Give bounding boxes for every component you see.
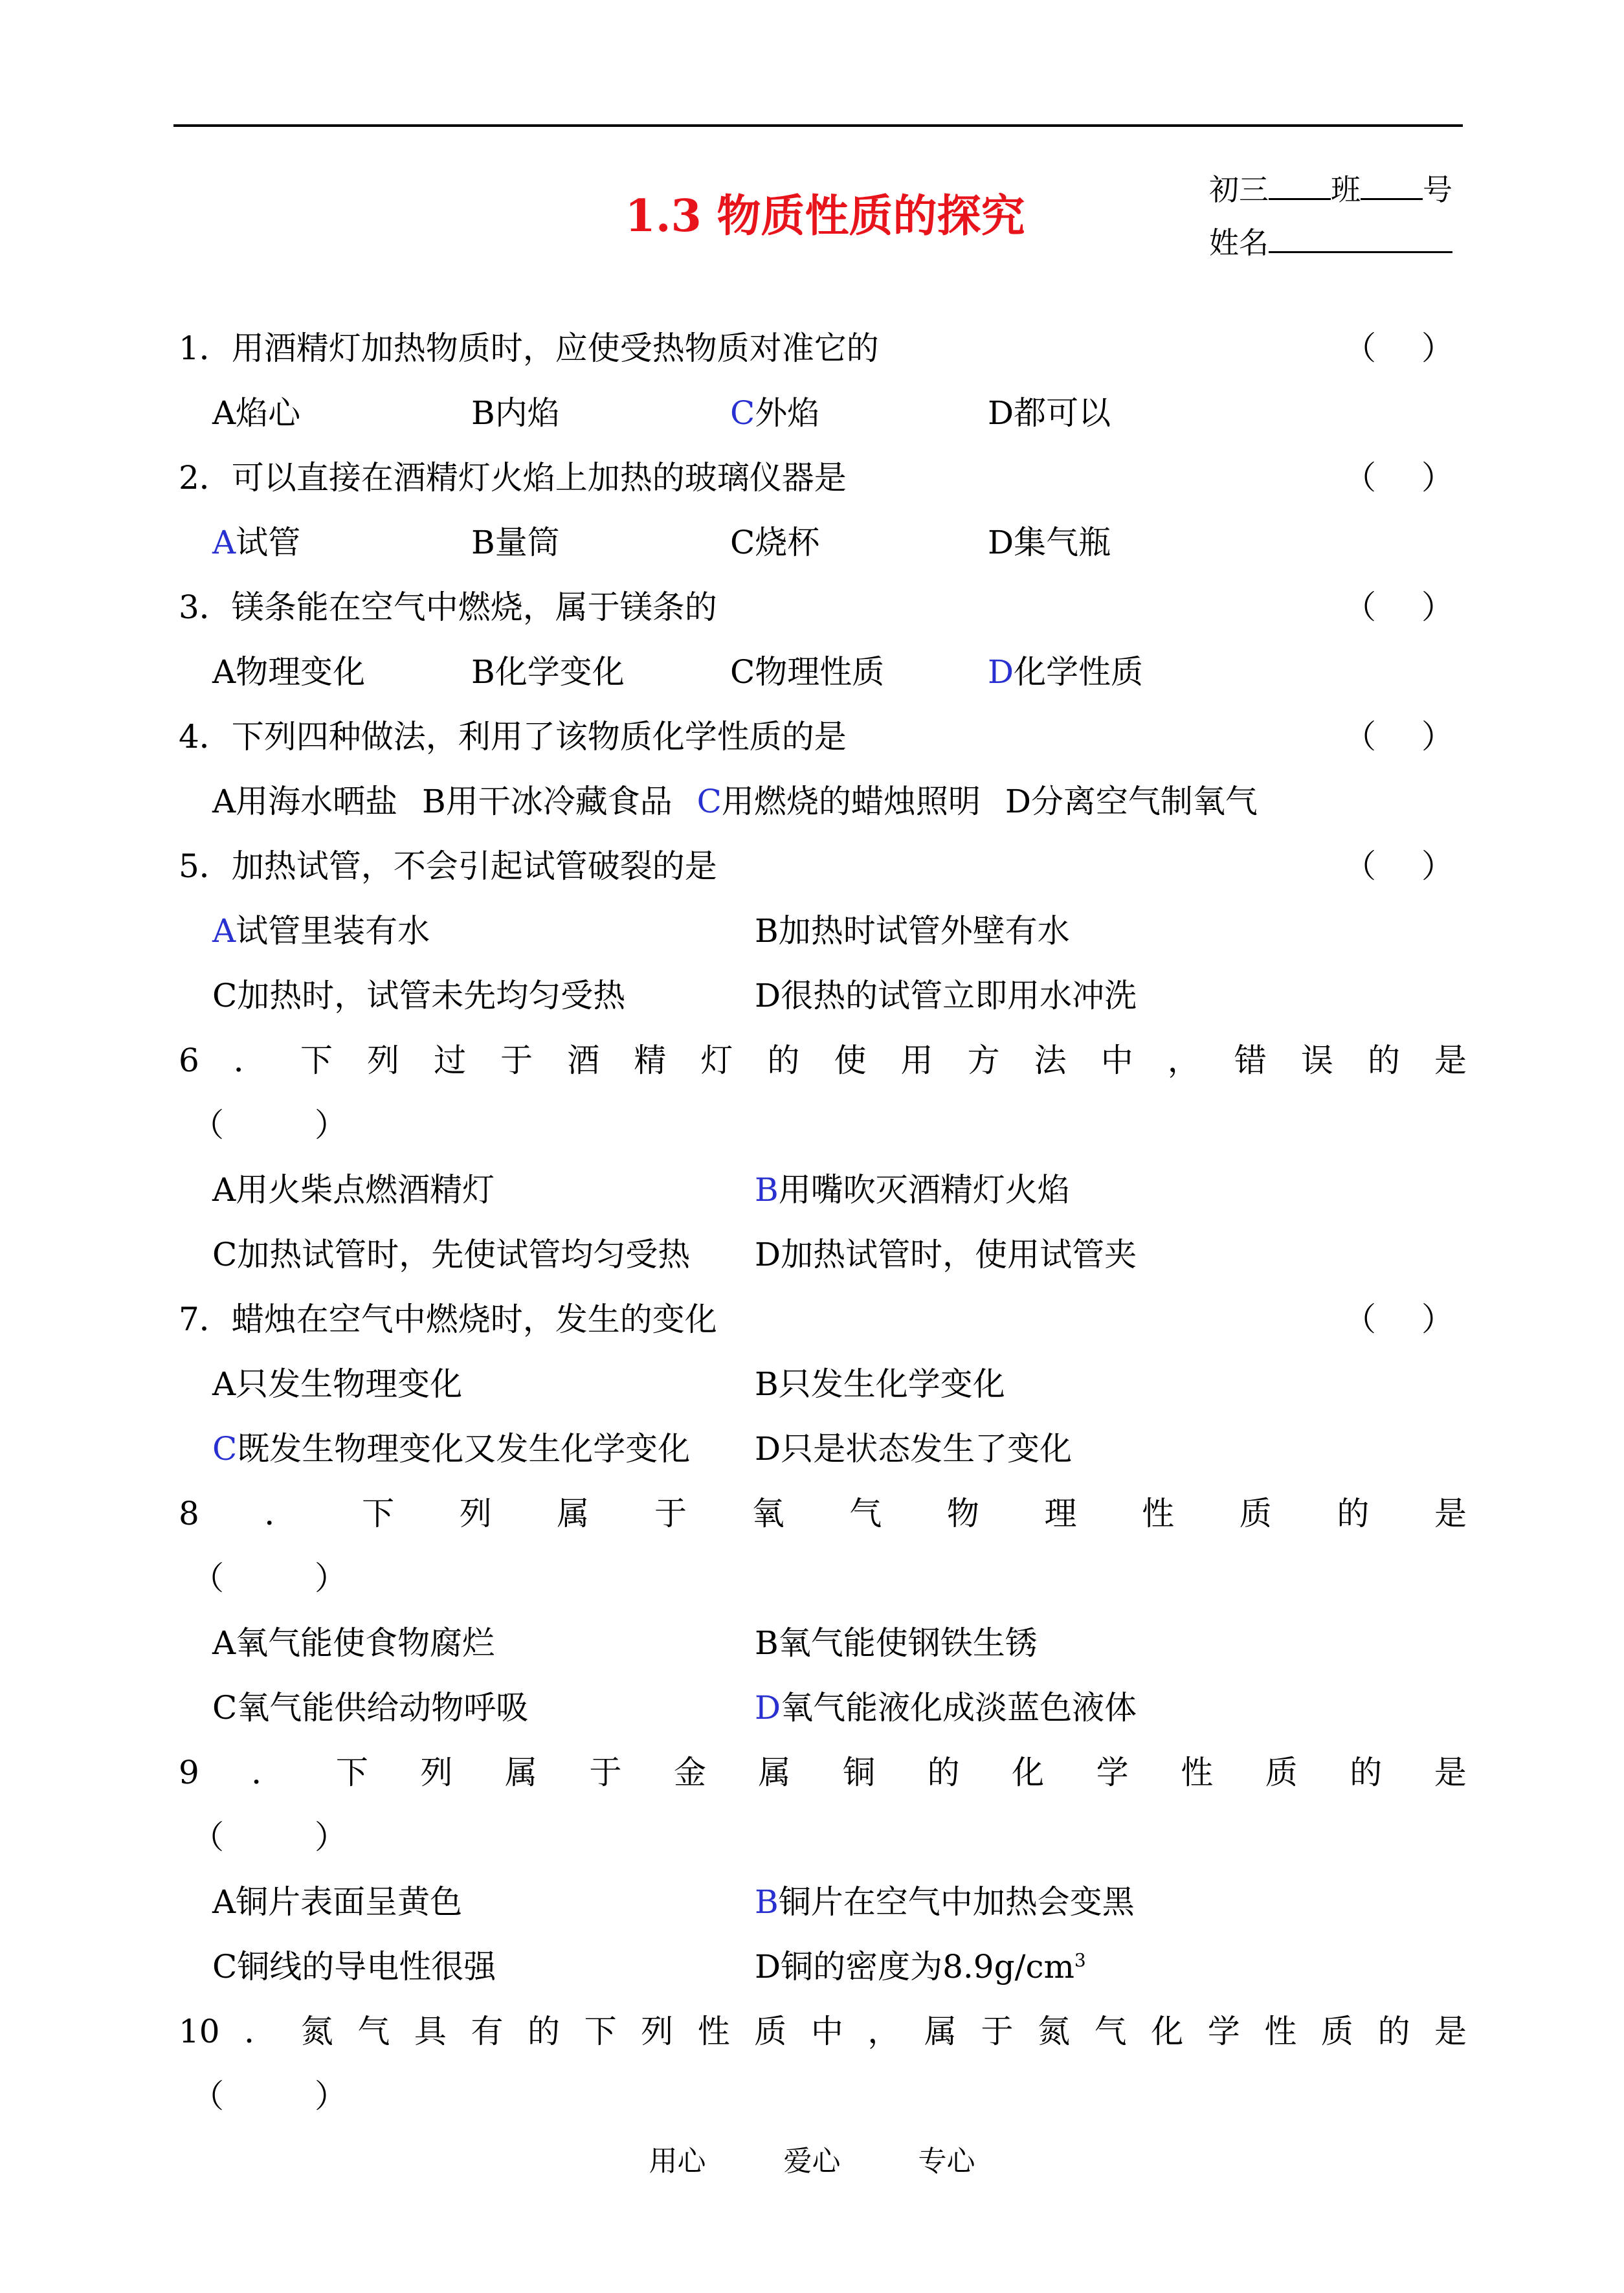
option-d: D很热的试管立即用水冲洗: [755, 977, 1137, 1014]
question-4: 4．下列四种做法，利用了该物质化学性质的是 （ ）: [179, 704, 1467, 769]
question-char: 列: [367, 1042, 399, 1079]
question-10-paren: [179, 2064, 1467, 2129]
answer-paren[interactable]: （ ）: [1344, 1301, 1454, 1338]
question-char: 中: [1100, 1042, 1133, 1079]
student-info: [1209, 163, 1452, 269]
answer-paren[interactable]: （ ）: [192, 1818, 347, 1856]
answer-paren[interactable]: （ ）: [1344, 847, 1454, 885]
option-a: A只发生物理变化: [212, 1365, 463, 1403]
question-5-options-ab: [179, 899, 1467, 963]
question-char: 过: [434, 1042, 467, 1079]
option-d: D加热试管时，使用试管夹: [755, 1236, 1137, 1273]
question-9-paren: [179, 1805, 1467, 1870]
name-blank[interactable]: [1269, 225, 1452, 253]
question-char: 于: [589, 1754, 622, 1791]
question-char: 用: [900, 1042, 933, 1079]
question-char: 精: [634, 1042, 667, 1079]
question-char: 学: [1096, 1754, 1129, 1791]
question-char: 法: [1034, 1042, 1067, 1079]
question-char: 10: [179, 2013, 220, 2050]
question-char: 的: [1367, 1042, 1400, 1079]
question-char: 属: [924, 2013, 957, 2050]
option-c: C加热时，试管未先均匀受热: [212, 977, 626, 1014]
option-c: C加热试管时，先使试管均匀受热: [212, 1236, 691, 1273]
answer-paren[interactable]: （ ）: [192, 2077, 347, 2115]
question-9-text: [179, 1740, 1467, 1805]
question-char: 金: [674, 1754, 706, 1791]
question-char: 属: [758, 1754, 791, 1791]
option-a: A用火柴点燃酒精灯: [212, 1171, 495, 1209]
question-char: 氧: [751, 1495, 784, 1532]
question-char: 氮: [300, 2013, 333, 2050]
option-b: B化学变化: [471, 653, 625, 691]
question-char: 灯: [700, 1042, 733, 1079]
question-char: 化: [1151, 2013, 1184, 2050]
question-char: 有: [471, 2013, 504, 2050]
question-7-options-cd: [179, 1416, 1467, 1481]
class-number-line: 初三 班 号: [1209, 172, 1452, 207]
question-char: 质: [1265, 1754, 1298, 1791]
question-char: 质: [1239, 1495, 1272, 1532]
question-char: ．: [233, 1042, 266, 1079]
class-blank[interactable]: [1269, 172, 1331, 200]
option-b: B量筒: [471, 524, 560, 561]
question-9: [179, 1740, 1467, 1805]
question-6: [179, 1028, 1467, 1093]
question-char: 氮: [1038, 2013, 1071, 2050]
question-char: 属: [504, 1754, 537, 1791]
question-8-options-cd: [179, 1675, 1467, 1740]
question-char: 6: [179, 1042, 199, 1079]
question-6-options-cd: [179, 1222, 1467, 1287]
question-char: 9: [179, 1754, 199, 1791]
question-char: 下: [362, 1495, 395, 1532]
question-char: 错: [1234, 1042, 1267, 1079]
option-d: D氧气能液化成淡蓝色液体: [755, 1689, 1137, 1727]
option-d: D分离空气制氧气: [1005, 783, 1258, 820]
question-char: 于: [654, 1495, 687, 1532]
question-10-text: [179, 1999, 1467, 2064]
option-d: D只是状态发生了变化: [755, 1430, 1073, 1468]
option-d: D铜的密度为$8.9g/cm^3$: [755, 1948, 1086, 1985]
question-char: 学: [1207, 2013, 1240, 2050]
question-6-options-ab: [179, 1158, 1467, 1222]
question-char: 中: [810, 2013, 843, 2050]
question-char: 使: [834, 1042, 867, 1079]
question-char: 方: [967, 1042, 1000, 1079]
option-d: D化学性质: [988, 653, 1144, 691]
option-a: A铜片表面呈黄色: [212, 1883, 463, 1921]
question-char: 气: [1094, 2013, 1127, 2050]
page-title: 1.3 物质性质的探究: [625, 190, 1025, 242]
question-3-options: [179, 640, 1467, 704]
question-8: [179, 1481, 1467, 1546]
question-char: 于: [500, 1042, 533, 1079]
question-9-options-cd: [179, 1934, 1467, 1999]
answer-paren[interactable]: （ ）: [192, 1560, 347, 1597]
question-char: 理: [1044, 1495, 1077, 1532]
question-8-options-ab: [179, 1611, 1467, 1675]
question-7-options-ab: [179, 1352, 1467, 1416]
option-a: A氧气能使食物腐烂: [212, 1624, 495, 1662]
question-char: 的: [1350, 1754, 1383, 1791]
option-a: A用海水晒盐: [212, 783, 398, 820]
question-char: ，: [1167, 1042, 1200, 1079]
option-b: B内焰: [471, 394, 560, 432]
option-b: B加热时试管外壁有水: [755, 912, 1070, 950]
question-char: 的: [767, 1042, 800, 1079]
question-char: 是: [1434, 1042, 1467, 1079]
option-a: A物理变化: [212, 653, 366, 691]
question-char: 性: [1142, 1495, 1175, 1532]
question-8-paren: [179, 1546, 1467, 1611]
option-a: A焰心: [212, 394, 301, 432]
name-line: 姓名: [1209, 216, 1452, 269]
option-a: A试管里装有水: [212, 912, 430, 950]
option-c: C铜线的导电性很强: [212, 1948, 496, 1985]
question-6-paren: [179, 1093, 1467, 1158]
option-b: B用嘴吹灭酒精灯火焰: [755, 1171, 1070, 1209]
answer-paren[interactable]: （ ）: [1344, 459, 1454, 497]
header-rule: [173, 124, 1463, 127]
answer-paren[interactable]: （ ）: [1344, 330, 1454, 367]
question-char: 属: [557, 1495, 590, 1532]
question-char: 性: [1181, 1754, 1214, 1791]
question-char: 误: [1300, 1042, 1333, 1079]
question-char: ．: [264, 1495, 297, 1532]
option-b: B氧气能使钢铁生锈: [755, 1624, 1038, 1662]
question-char: 列: [420, 1754, 453, 1791]
question-10: [179, 1999, 1467, 2064]
answer-paren[interactable]: （ ）: [1344, 718, 1454, 755]
question-char: 化: [1012, 1754, 1045, 1791]
question-8-text: [179, 1481, 1467, 1546]
question-char: 列: [459, 1495, 492, 1532]
question-char: 8: [179, 1495, 199, 1532]
question-char: 的: [1377, 2013, 1410, 2050]
option-c: C氧气能供给动物呼吸: [212, 1689, 529, 1727]
question-char: 物: [946, 1495, 979, 1532]
question-char: 下: [584, 2013, 617, 2050]
question-char: 气: [849, 1495, 882, 1532]
question-char: 下: [335, 1754, 368, 1791]
question-3: 3．镁条能在空气中燃烧，属于镁条的 （ ）: [179, 575, 1467, 640]
question-5: 5．加热试管，不会引起试管破裂的是 （ ）: [179, 834, 1467, 899]
question-7: 7．蜡烛在空气中燃烧时，发生的变化 （ ）: [179, 1287, 1467, 1352]
option-c: C既发生物理变化又发生化学变化: [212, 1430, 691, 1468]
question-char: ，: [867, 2013, 900, 2050]
question-char: 的: [927, 1754, 960, 1791]
question-char: 下: [300, 1042, 333, 1079]
option-c: C烧杯: [730, 524, 820, 561]
question-4-options: [179, 769, 1467, 834]
option-d: D集气瓶: [988, 524, 1111, 561]
question-char: 性: [697, 2013, 730, 2050]
option-b: B铜片在空气中加热会变黑: [755, 1883, 1135, 1921]
answer-paren[interactable]: （ ）: [1344, 588, 1454, 626]
answer-paren[interactable]: （ ）: [192, 1106, 347, 1144]
question-5-options-cd: [179, 963, 1467, 1028]
question-char: 性: [1264, 2013, 1297, 2050]
question-char: 铜: [843, 1754, 876, 1791]
question-char: ．: [251, 1754, 284, 1791]
option-b: B只发生化学变化: [755, 1365, 1005, 1403]
question-char: ．: [244, 2013, 277, 2050]
question-char: 的: [1337, 1495, 1370, 1532]
question-char: 质: [1320, 2013, 1353, 2050]
question-char: 的: [528, 2013, 560, 2050]
question-6-text: [179, 1028, 1467, 1093]
question-list: [179, 316, 1467, 2129]
question-char: 气: [357, 2013, 390, 2050]
number-blank[interactable]: [1361, 172, 1423, 200]
question-char: 于: [981, 2013, 1014, 2050]
question-9-options-ab: [179, 1870, 1467, 1934]
question-2: 2．可以直接在酒精灯火焰上加热的玻璃仪器是 （ ）: [179, 445, 1467, 510]
page-footer: 用心 爱心 专心: [649, 2145, 975, 2178]
option-c: C外焰: [730, 394, 820, 432]
question-char: 是: [1434, 1495, 1467, 1532]
option-a: A试管: [212, 524, 301, 561]
question-char: 具: [414, 2013, 447, 2050]
question-1: 1．用酒精灯加热物质时，应使受热物质对准它的 （ ）: [179, 316, 1467, 381]
question-char: 质: [754, 2013, 787, 2050]
option-c: C用燃烧的蜡烛照明: [696, 783, 981, 820]
question-char: 是: [1434, 1754, 1467, 1791]
option-c: C物理性质: [730, 653, 885, 691]
question-1-options: [179, 381, 1467, 445]
question-2-options: [179, 510, 1467, 575]
question-char: 酒: [567, 1042, 600, 1079]
question-char: 列: [641, 2013, 674, 2050]
question-char: 是: [1434, 2013, 1467, 2050]
option-d: D都可以: [988, 394, 1111, 432]
option-b: B用干冰冷藏食品: [422, 783, 673, 820]
